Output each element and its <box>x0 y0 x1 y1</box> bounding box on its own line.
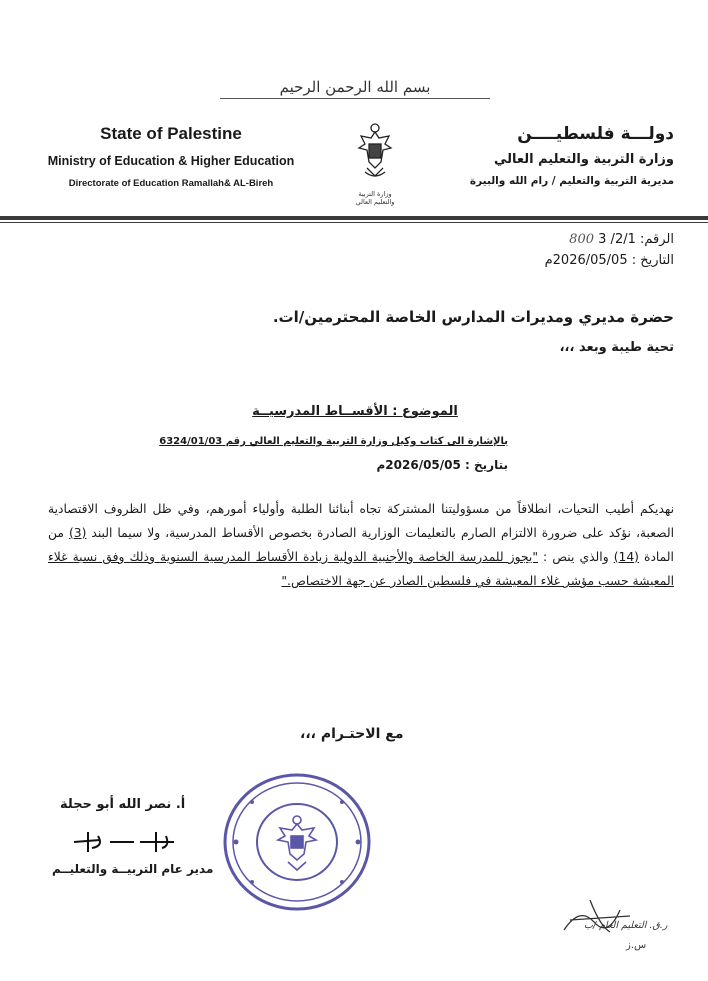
signatory-title: مدير عام التربيــة والتعليــم <box>52 862 214 876</box>
ar-ministry-name: وزارة التربية والتعليم العالي <box>493 152 674 167</box>
en-ministry-name: Ministry of Education & Higher Education <box>47 154 295 168</box>
body-item-number: (3) <box>68 526 87 540</box>
emblem-caption: وزارة التربية والتعليم العالي <box>355 190 395 206</box>
closing: مع الاحتـرام ،،، <box>300 726 404 742</box>
palestine-eagle-emblem-icon <box>348 122 402 206</box>
reference-date-line: بتاريخ : 2026/05/05م <box>376 458 508 472</box>
body-mid: من المادة <box>48 526 674 564</box>
letter-body <box>48 497 674 593</box>
addressee: حضرة مديري ومديرات المدارس الخاصة المحترمين/ات. <box>272 308 674 326</box>
greeting: تحية طيبة وبعد ،،، <box>559 340 674 355</box>
reference-line: بالإشارة الى كتاب وكيل وزارة التربية والتعليم العالي رقم 6324/01/03 <box>159 436 508 447</box>
body-quote-intro: والذي ينص : <box>543 550 609 564</box>
body-article-number: (14) <box>613 550 639 564</box>
body-intro: نهديكم أطيب التحيات، انطلاقاً من مسؤوليتنا المشتركة تجاه أبنائنا الطلبة وأولياء أمورهم، وفي ظل الظروف الاقتصادية الصعبة، نؤكد على ضرورة الالتزام الصارم بالتعليمات الوزارية الصادرة بخصوص الأقساط المدرسية، ولا سيما البند <box>48 502 674 540</box>
subject-line: الموضوع : الأقســاط المدرسيــة <box>252 404 458 419</box>
ar-directorate-name: مديرية التربية والتعليم / رام الله والبيرة <box>469 175 674 187</box>
ar-state-name: دولـــة فلسطيــــن <box>517 124 674 144</box>
body-quote: "يجوز للمدرسة الخاصة والأجنبية الدولية زيادة الأقساط المدرسية السنوية وذلك وفق نسبة غلاء المعيشة حسب مؤشر غلاء المعيشة في فلسطين الصادر عن جهة الاختصاص." <box>48 550 674 588</box>
handwritten-signature <box>70 824 180 862</box>
official-stamp <box>222 772 372 912</box>
reference-date-value: 2026/05/05م <box>544 253 628 268</box>
en-directorate-name: Directorate of Education Ramallah& AL-Bireh <box>68 178 274 189</box>
reference-number-value: 2/1/ 3 <box>598 232 636 247</box>
reference-block <box>545 232 674 274</box>
reference-number-label: الرقم: <box>640 232 674 247</box>
basmala: بسم الله الرحمن الرحيم <box>220 78 490 99</box>
header-rule-thick <box>0 216 708 220</box>
en-state-name: State of Palestine <box>100 124 242 143</box>
cc-line: ر.ق. التعليم العام /ب <box>584 920 668 931</box>
cc-signature <box>560 896 640 940</box>
cc-initials: س.ز <box>626 940 647 951</box>
arabic-letterhead <box>424 124 674 187</box>
english-letterhead <box>36 124 306 189</box>
reference-date <box>545 253 674 268</box>
signatory-name: أ. نصر الله أبو حجلة <box>60 797 186 812</box>
header-rule-thin <box>0 222 708 223</box>
reference-date-label: التاريخ : <box>631 253 674 268</box>
reference-number <box>545 232 674 247</box>
reference-handwritten-number: 800 <box>569 232 594 247</box>
